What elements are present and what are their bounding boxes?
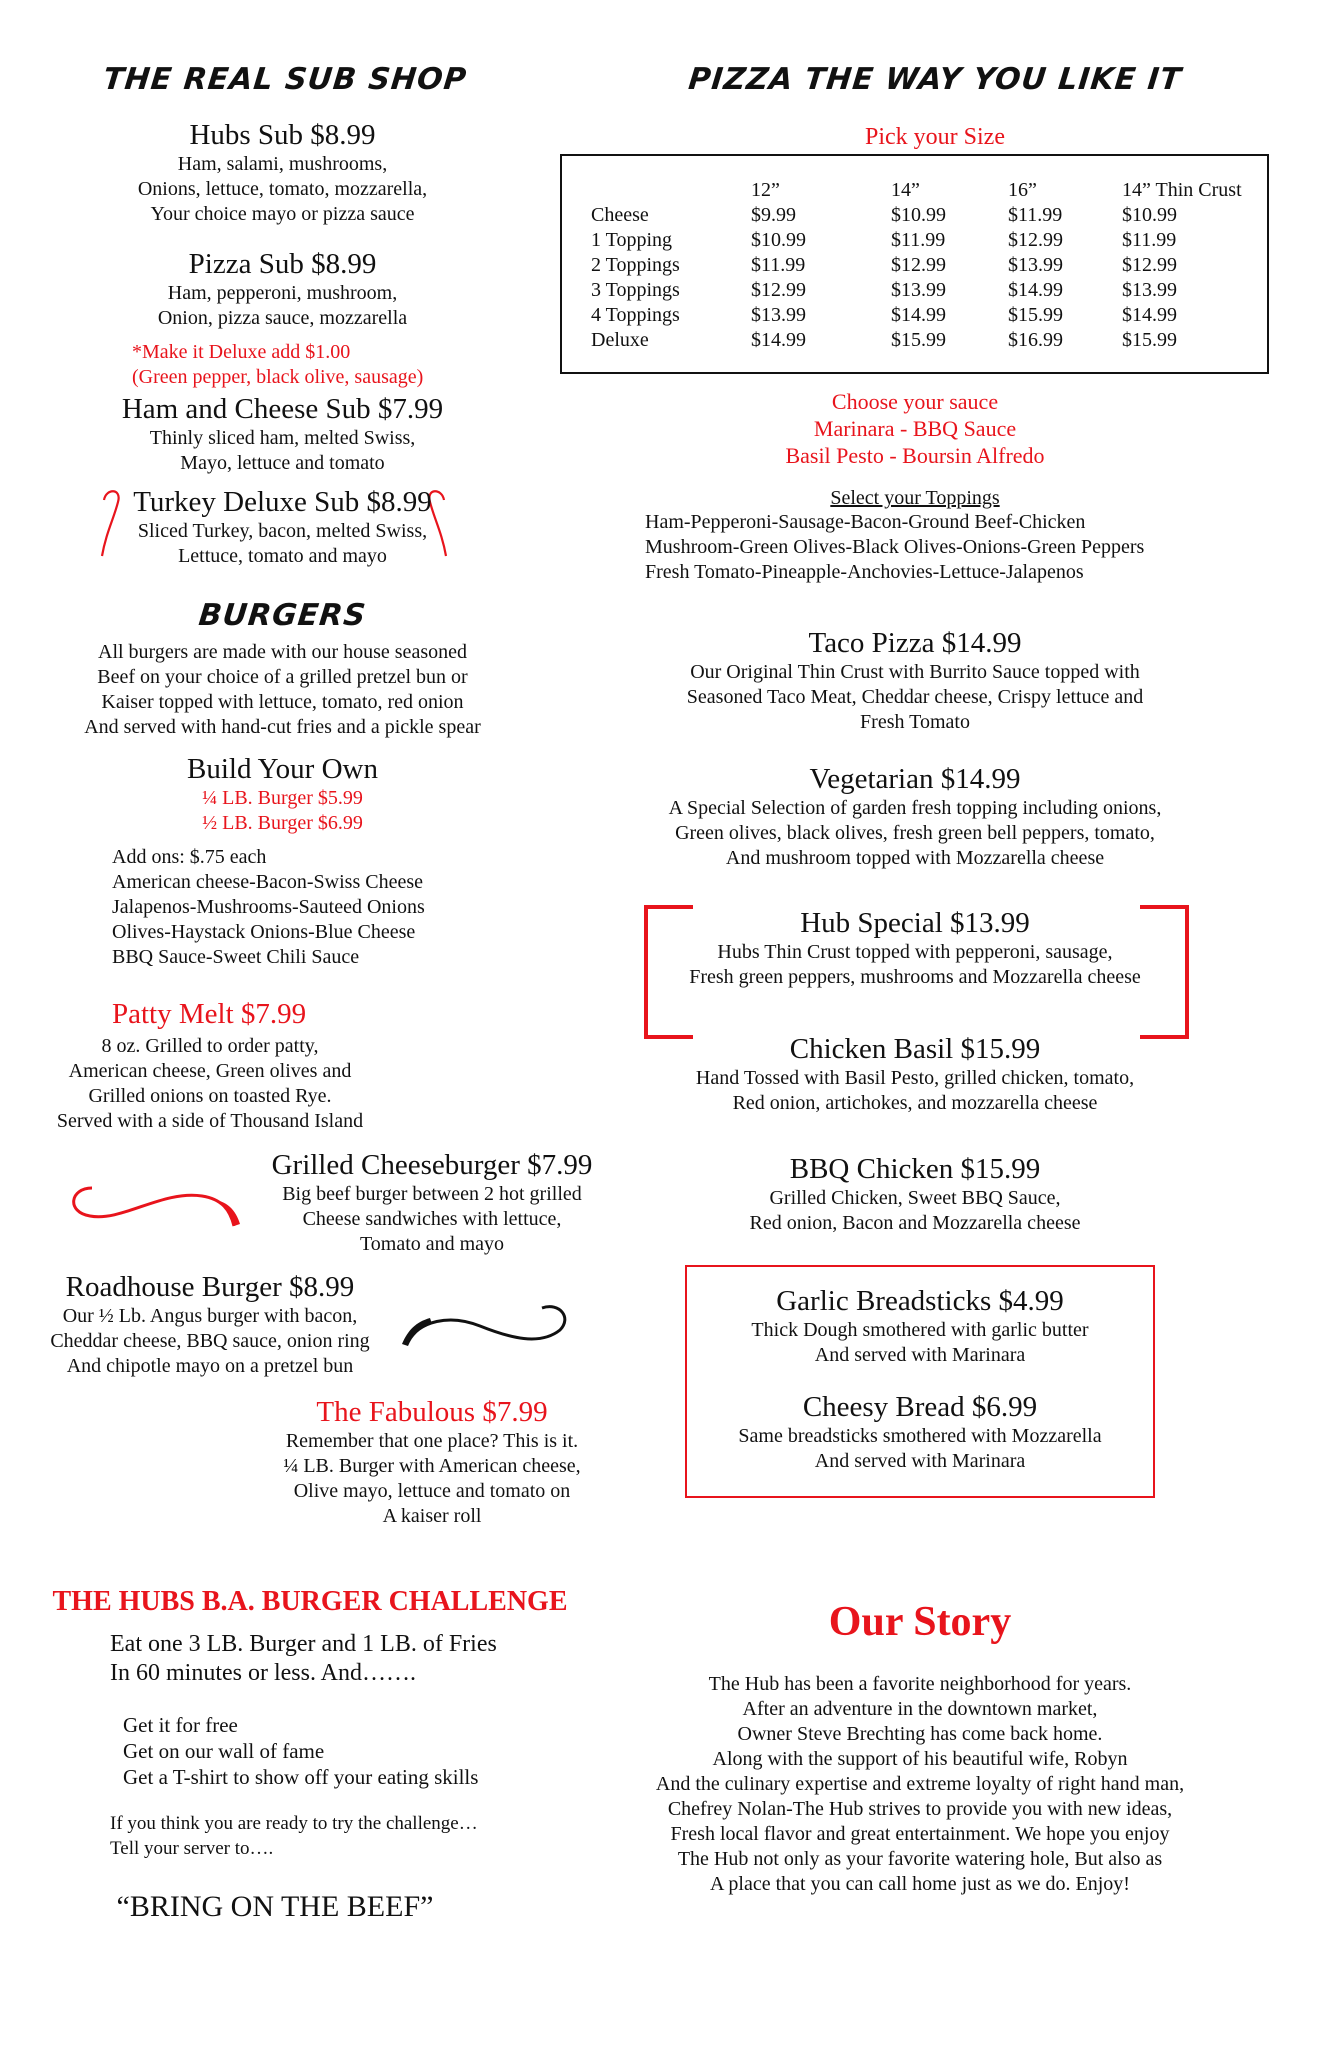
intro-line: And served with hand-cut fries and a pickle spear [84,716,481,738]
item-desc: Tomato and mayo [359,1233,505,1255]
story-line: A place that you can call home just as we do. Enjoy! [710,1873,1130,1895]
item-title: Garlic Breadsticks $4.99 [776,1285,1064,1317]
item-title: Turkey Deluxe Sub $8.99 [133,486,432,518]
sauce-line: Marinara - BBQ Sauce [813,416,1017,441]
challenge-rewards [123,1712,478,1790]
item-desc: And served with Marinara [814,1344,1026,1366]
table-cell: Cheese [591,204,649,226]
item-desc: Olive mayo, lettuce and tomato on [293,1480,571,1502]
story-line: Fresh local flavor and great entertainment. We hope you enjoy [670,1823,1170,1845]
item-desc: Big beef burger between 2 hot grilled [282,1183,582,1205]
sauce-label: Choose your sauce [831,389,999,414]
item-title: Hub Special $13.99 [800,907,1030,939]
item-desc: Ham, salami, mushrooms, [177,153,388,175]
item-desc: Remember that one place? This is it. [285,1430,579,1452]
story-line: Along with the support of his beautiful wife, Robyn [712,1748,1128,1770]
table-cell: $15.99 [1008,304,1063,326]
item-desc: Served with a side of Thousand Island [56,1110,364,1132]
reward-line: Get on our wall of fame [123,1739,325,1763]
deluxe-note-line: (Green pepper, black olive, sausage) [132,366,424,388]
deluxe-note [132,340,423,390]
item-desc: Cheddar cheese, BBQ sauce, onion ring [50,1330,370,1352]
item-title: Pizza Sub $8.99 [188,248,377,280]
reward-line: Get a T-shirt to show off your eating skills [123,1765,479,1789]
item-desc: Ham, pepperoni, mushroom, [167,282,398,304]
build-your-own [0,752,565,836]
table-cell: Deluxe [591,329,649,351]
item-desc: A kaiser roll [382,1505,482,1527]
black-flourish-icon [400,1300,570,1350]
table-cell: $14.99 [1122,304,1177,326]
table-cell: $12.99 [751,279,806,301]
item-title: Build Your Own [187,753,378,785]
size-price-box [560,154,1269,374]
table-row [591,303,1262,328]
table-cell: $16.99 [1008,329,1063,351]
table-cell: $11.99 [751,254,806,276]
table-cell: $13.99 [751,304,806,326]
menu-item-taco-pizza [600,626,1230,735]
toppings-line: Mushroom-Green Olives-Black Olives-Onions-Green Peppers [645,536,1145,558]
story-body [600,1672,1240,1897]
burgers-intro [0,640,565,740]
table-header-row [591,178,1262,203]
table-cell: 1 Topping [591,229,673,251]
challenge-lead [110,1630,497,1688]
item-title: Cheesy Bread $6.99 [802,1391,1038,1423]
item-title: BBQ Chicken $15.99 [789,1153,1041,1185]
toppings-line: Ham-Pepperoni-Sausage-Bacon-Ground Beef-Chicken [645,511,1086,533]
toppings-label: Select your Toppings [830,487,1000,509]
item-desc: And served with Marinara [814,1450,1026,1472]
item-desc: Mayo, lettuce and tomato [180,452,385,474]
table-row [591,253,1262,278]
challenge-lead-line: In 60 minutes or less. And……. [110,1660,416,1686]
item-desc: Sliced Turkey, bacon, melted Swiss, [137,520,428,542]
pizza-heading: PIZZA THE WAY YOU LIKE IT [686,62,1184,97]
story-line: After an adventure in the downtown market, [742,1698,1098,1720]
table-header: 12” [751,179,780,201]
item-desc: Our Original Thin Crust with Burrito Sauce topped with [690,661,1140,683]
table-row [591,278,1262,303]
intro-line: Beef on your choice of a grilled pretzel bun or [97,666,468,688]
deluxe-note-line: *Make it Deluxe add $1.00 [132,341,351,363]
menu-item-vegetarian [600,762,1230,871]
sub-shop-heading: THE REAL SUB SHOP [101,62,469,97]
item-desc: And mushroom topped with Mozzarella cheese [725,847,1105,869]
table-header [591,178,751,203]
table-cell: 2 Toppings [591,254,680,276]
challenge-heading: THE HUBS B.A. BURGER CHALLENGE [52,1586,568,1617]
table-row [591,203,1262,228]
burger-price-quarter: ¼ LB. Burger $5.99 [202,787,363,809]
item-title: Grilled Cheeseburger $7.99 [271,1149,593,1181]
menu-item-ham-cheese-sub [0,392,565,476]
table-cell: $14.99 [891,304,946,326]
item-desc: American cheese, Green olives and [68,1060,352,1082]
menu-item-garlic-breadsticks [685,1284,1155,1368]
intro-line: All burgers are made with our house seasoned [98,641,467,663]
table-cell: $14.99 [751,329,806,351]
table-cell: $13.99 [891,279,946,301]
story-line: And the culinary expertise and extreme loyalty of right hand man, [655,1773,1185,1795]
item-desc: Red onion, artichokes, and mozzarella cheese [732,1092,1098,1114]
menu-item-bbq-chicken [600,1152,1230,1236]
item-title: Ham and Cheese Sub $7.99 [121,393,444,425]
item-desc: Thick Dough smothered with garlic butter [751,1319,1089,1341]
item-desc: Hubs Thin Crust topped with pepperoni, sausage, [717,941,1113,963]
item-desc: Onions, lettuce, tomato, mozzarella, [137,178,428,200]
challenge-lead-line: Eat one 3 LB. Burger and 1 LB. of Fries [110,1631,497,1657]
menu-item-the-fabulous [262,1395,602,1529]
item-desc: 8 oz. Grilled to order patty, [101,1035,319,1057]
addon-line: American cheese-Bacon-Swiss Cheese [112,871,423,893]
table-cell: $14.99 [1008,279,1063,301]
table-row [591,328,1262,353]
item-desc: Your choice mayo or pizza sauce [150,203,415,225]
burgers-heading: BURGERS [197,598,368,633]
item-title: The Fabulous $7.99 [316,1396,548,1428]
item-desc: Hand Tossed with Basil Pesto, grilled chicken, tomato, [695,1067,1135,1089]
table-cell: $15.99 [891,329,946,351]
table-cell: $10.99 [891,204,946,226]
item-desc: Cheese sandwiches with lettuce, [302,1208,562,1230]
item-desc: Onion, pizza sauce, mozzarella [157,307,408,329]
menu-item-chicken-basil [600,1032,1230,1116]
menu-item-hubs-sub [0,118,565,227]
table-cell: $12.99 [891,254,946,276]
table-cell: $11.99 [1122,229,1177,251]
item-desc: Seasoned Taco Meat, Cheddar cheese, Crispy lettuce and [686,686,1144,708]
burger-price-half: ½ LB. Burger $6.99 [202,812,363,834]
table-cell: $11.99 [1008,204,1063,226]
item-title: Taco Pizza $14.99 [808,627,1022,659]
addon-line: Jalapenos-Mushrooms-Sauteed Onions [112,896,425,918]
size-price-table [591,178,1262,353]
red-flourish-icon [62,1182,242,1232]
table-header: 16” [1008,179,1037,201]
prompt-line: Tell your server to…. [110,1838,274,1859]
table-cell: $10.99 [751,229,806,251]
table-cell: $12.99 [1122,254,1177,276]
table-cell: $11.99 [891,229,946,251]
story-line: The Hub has been a favorite neighborhood for years. [708,1673,1132,1695]
table-row [591,228,1262,253]
toppings-line: Fresh Tomato-Pineapple-Anchovies-Lettuce-Jalapenos [645,561,1084,583]
table-cell: $9.99 [751,204,796,226]
menu-item-hub-special [600,906,1230,990]
story-heading: Our Story [828,1599,1012,1645]
item-desc: Grilled onions on toasted Rye. [88,1085,332,1107]
table-header: 14” Thin Crust [1122,179,1242,201]
menu-item-turkey-deluxe-sub [0,485,565,569]
toppings-list [645,510,1144,585]
addons-list [112,845,425,970]
menu-item-cheesy-bread [685,1390,1155,1474]
item-desc: Lettuce, tomato and mayo [178,545,387,567]
table-cell: 3 Toppings [591,279,680,301]
item-desc: Grilled Chicken, Sweet BBQ Sauce, [769,1187,1061,1209]
patty-melt-desc [30,1034,390,1134]
menu-item-pizza-sub [0,247,565,331]
pick-size-label: Pick your Size [865,124,1005,150]
table-cell: 4 Toppings [591,304,680,326]
table-cell: $13.99 [1122,279,1177,301]
challenge-prompt [110,1811,478,1861]
item-desc: Green olives, black olives, fresh green bell peppers, tomato, [675,822,1155,844]
item-title: Chicken Basil $15.99 [789,1033,1041,1065]
sauce-options [640,388,1190,469]
story-line: Owner Steve Brechting has come back home. [737,1723,1103,1745]
reward-line: Get it for free [123,1713,238,1737]
story-line: The Hub not only as your favorite watering hole, But also as [677,1848,1163,1870]
item-title: Roadhouse Burger $8.99 [65,1271,355,1303]
table-cell: $10.99 [1122,204,1177,226]
item-desc: Red onion, Bacon and Mozzarella cheese [749,1212,1081,1234]
challenge-slogan: “BRING ON THE BEEF” [116,1890,434,1923]
item-title: Hubs Sub $8.99 [189,119,376,151]
menu-item-roadhouse-burger [20,1270,400,1379]
item-desc: Fresh Tomato [860,711,970,733]
table-cell: $15.99 [1122,329,1177,351]
patty-melt-title: Patty Melt $7.99 [112,998,307,1030]
item-desc: Same breadsticks smothered with Mozzarella [738,1425,1102,1447]
item-desc: A Special Selection of garden fresh topping including onions, [668,797,1162,819]
story-line: Chefrey Nolan-The Hub strives to provide you with new ideas, [667,1798,1173,1820]
intro-line: Kaiser topped with lettuce, tomato, red onion [101,691,464,713]
item-desc: Fresh green peppers, mushrooms and Mozzarella cheese [689,966,1141,988]
table-cell: $12.99 [1008,229,1063,251]
addon-line: Olives-Haystack Onions-Blue Cheese [112,921,416,943]
addon-line: BBQ Sauce-Sweet Chili Sauce [112,946,360,968]
item-desc: Our ½ Lb. Angus burger with bacon, [62,1305,358,1327]
table-header: 14” [891,179,920,201]
sauce-line: Basil Pesto - Boursin Alfredo [785,443,1045,468]
item-desc: ¼ LB. Burger with American cheese, [283,1455,581,1477]
menu-item-grilled-cheeseburger [262,1148,602,1257]
item-title: Vegetarian $14.99 [809,763,1021,795]
table-cell: $13.99 [1008,254,1063,276]
item-desc: And chipotle mayo on a pretzel bun [66,1355,354,1377]
prompt-line: If you think you are ready to try the challenge… [110,1813,478,1834]
item-desc: Thinly sliced ham, melted Swiss, [149,427,416,449]
addons-label: Add ons: $.75 each [112,846,267,868]
